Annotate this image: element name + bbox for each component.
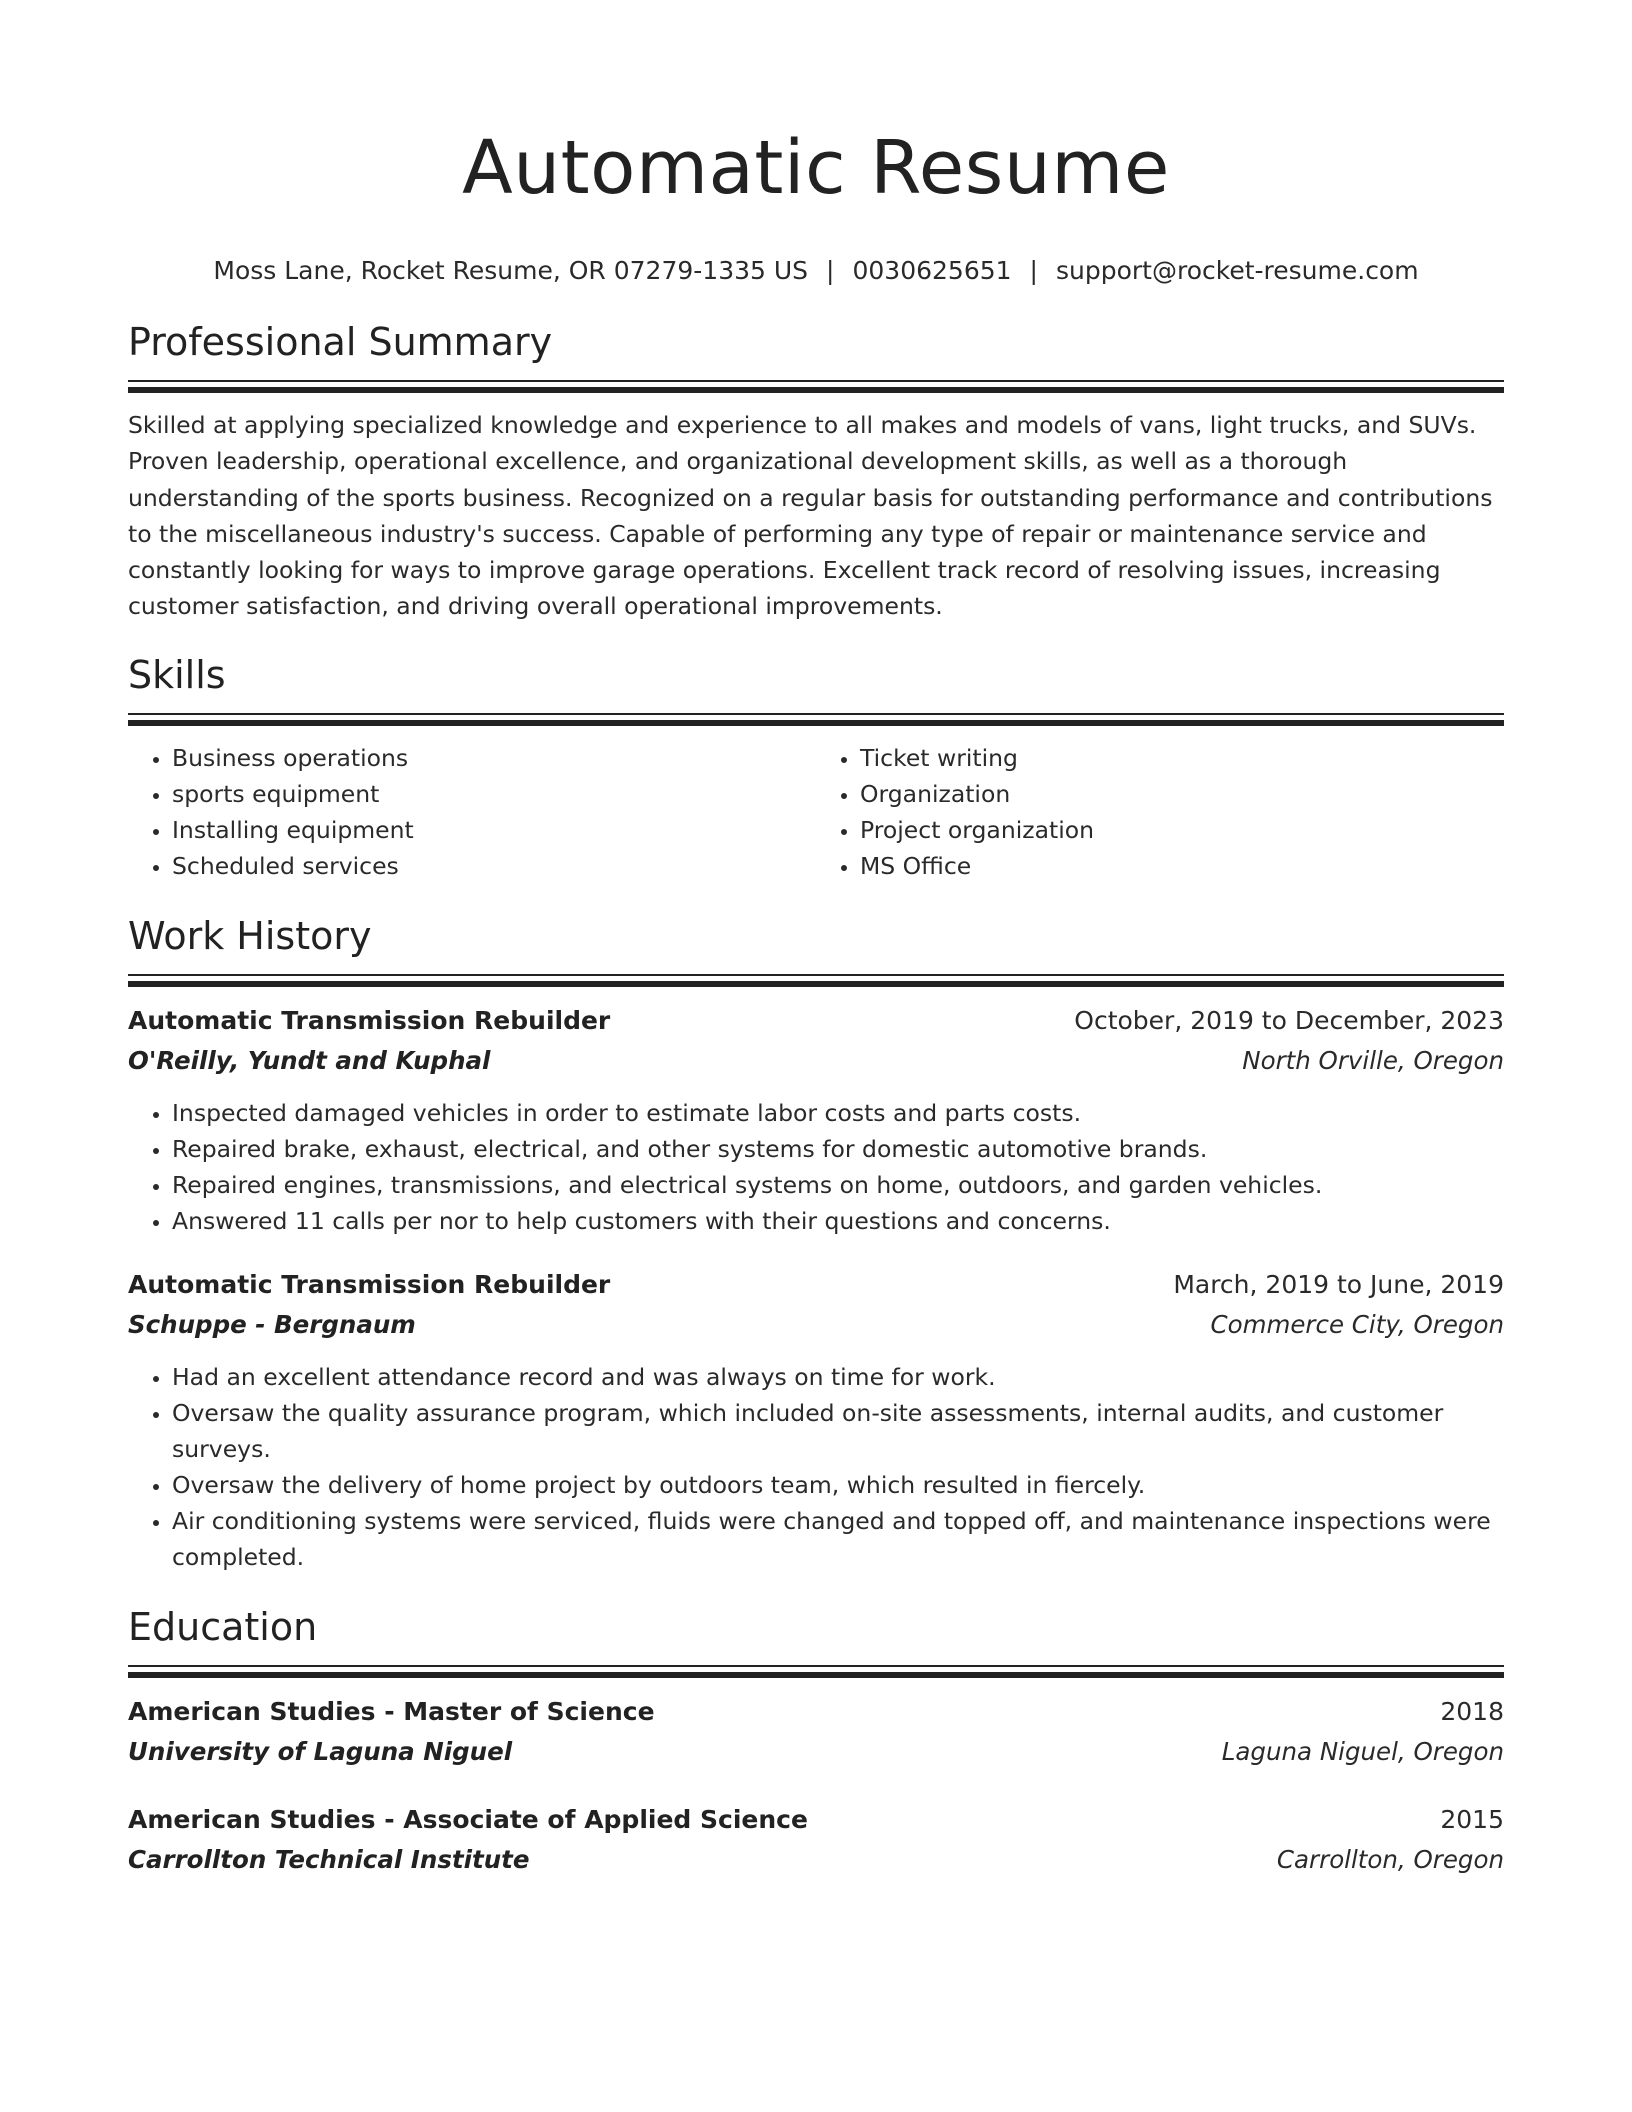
- job-dates: October, 2019 to December, 2023: [1074, 1005, 1504, 1035]
- education-section: [128, 1601, 1504, 1880]
- skill-item: • Project organization: [860, 812, 1504, 848]
- job-bullet: • Inspected damaged vehicles in order to estimate labor costs and parts costs.: [172, 1095, 1504, 1131]
- section-divider-thick: [128, 1672, 1504, 1678]
- job-bullet: • Had an excellent attendance record and was always on time for work.: [172, 1359, 1504, 1395]
- section-divider: [128, 1665, 1504, 1667]
- section-divider-thick: [128, 720, 1504, 726]
- job-bullet: • Repaired brake, exhaust, electrical, and other systems for domestic automotive brands.: [172, 1131, 1504, 1167]
- summary-section: [128, 316, 1504, 625]
- contact-email[interactable]: support@rocket-resume.com: [1055, 256, 1419, 285]
- skills-column-left: [128, 740, 816, 884]
- job-bullet: • Oversaw the quality assurance program, which included on-site assessments, internal audits, and customer surveys.: [172, 1395, 1504, 1467]
- skills-column-right: [816, 740, 1504, 884]
- summary-text: Skilled at applying specialized knowledge and experience to all makes and models of vans, light trucks, and SUVs. Proven leadership, operational excellence, and organizational development skills, as well as a thorough understanding of the sports business. Recognized on a regular basis for outstanding performance and contributions to the miscellaneous industry's success. Capable of performing any type of repair or maintenance service and constantly looking for ways to improve garage operations. Excellent track record of resolving issues, increasing customer satisfaction, and driving overall operational improvements.: [128, 411, 1493, 621]
- education-location: Laguna Niguel, Oregon: [1221, 1736, 1504, 1766]
- job-bullet: • Air conditioning systems were serviced, fluids were changed and topped off, and maintenance inspections were completed.: [172, 1503, 1504, 1575]
- skill-item: • sports equipment: [172, 776, 816, 812]
- job-header-row: [128, 1265, 1504, 1305]
- skill-item: • Organization: [860, 776, 1504, 812]
- education-subheader-row: [128, 1840, 1504, 1880]
- education-degree: American Studies - Master of Science: [128, 1696, 655, 1726]
- education-entry: [128, 1800, 1504, 1880]
- section-divider: [128, 380, 1504, 382]
- skill-item: • Installing equipment: [172, 812, 816, 848]
- job-title: Automatic Transmission Rebuilder: [128, 1269, 611, 1299]
- education-year: 2015: [1440, 1804, 1504, 1834]
- contact-phone[interactable]: 0030625651: [852, 256, 1012, 285]
- education-school: University of Laguna Niguel: [128, 1736, 513, 1766]
- skill-item: • Business operations: [172, 740, 816, 776]
- skills-list: [128, 740, 1504, 884]
- section-divider-thick: [128, 981, 1504, 987]
- job-bullets: [128, 1359, 1504, 1575]
- section-title-skills: Skills: [128, 652, 226, 697]
- contact-separator: |: [1029, 256, 1038, 285]
- job-header-row: [128, 1001, 1504, 1041]
- contact-line: [128, 254, 1504, 288]
- contact-separator: |: [826, 256, 835, 285]
- job-bullets: [128, 1095, 1504, 1239]
- job-company: O'Reilly, Yundt and Kuphal: [128, 1045, 491, 1075]
- skill-item: • Scheduled services: [172, 848, 816, 884]
- section-divider: [128, 713, 1504, 715]
- education-school: Carrollton Technical Institute: [128, 1844, 530, 1874]
- section-title-summary: Professional Summary: [128, 320, 553, 364]
- section-divider: [128, 974, 1504, 976]
- work-section: [128, 910, 1504, 1575]
- section-divider-thick: [128, 387, 1504, 393]
- job-company: Schuppe - Bergnaum: [128, 1309, 416, 1339]
- skill-item: • MS Office: [860, 848, 1504, 884]
- job-location: North Orville, Oregon: [1242, 1045, 1504, 1075]
- job-entry: [128, 1265, 1504, 1575]
- education-subheader-row: [128, 1732, 1504, 1772]
- job-bullet: • Repaired engines, transmissions, and electrical systems on home, outdoors, and garden vehicles.: [172, 1167, 1504, 1203]
- job-bullet: • Answered 11 calls per nor to help customers with their questions and concerns.: [172, 1203, 1504, 1239]
- skill-item: • Ticket writing: [860, 740, 1504, 776]
- job-subheader-row: [128, 1305, 1504, 1345]
- section-title-work: Work History: [128, 913, 372, 958]
- education-degree: American Studies - Associate of Applied Science: [128, 1804, 808, 1834]
- education-year: 2018: [1440, 1696, 1504, 1726]
- job-location: Commerce City, Oregon: [1210, 1309, 1504, 1339]
- education-header-row: [128, 1800, 1504, 1840]
- job-entry: [128, 1001, 1504, 1239]
- resume-name: Automatic Resume: [462, 125, 1170, 211]
- education-header-row: [128, 1692, 1504, 1732]
- section-title-education: Education: [128, 1604, 318, 1649]
- education-entry: [128, 1692, 1504, 1772]
- job-bullet: • Oversaw the delivery of home project by outdoors team, which resulted in fiercely.: [172, 1467, 1504, 1503]
- job-dates: March, 2019 to June, 2019: [1173, 1269, 1504, 1299]
- contact-address: Moss Lane, Rocket Resume, OR 07279-1335 US: [213, 256, 809, 285]
- job-subheader-row: [128, 1041, 1504, 1081]
- job-title: Automatic Transmission Rebuilder: [128, 1005, 611, 1035]
- education-location: Carrollton, Oregon: [1276, 1844, 1504, 1874]
- skills-section: [128, 649, 1504, 884]
